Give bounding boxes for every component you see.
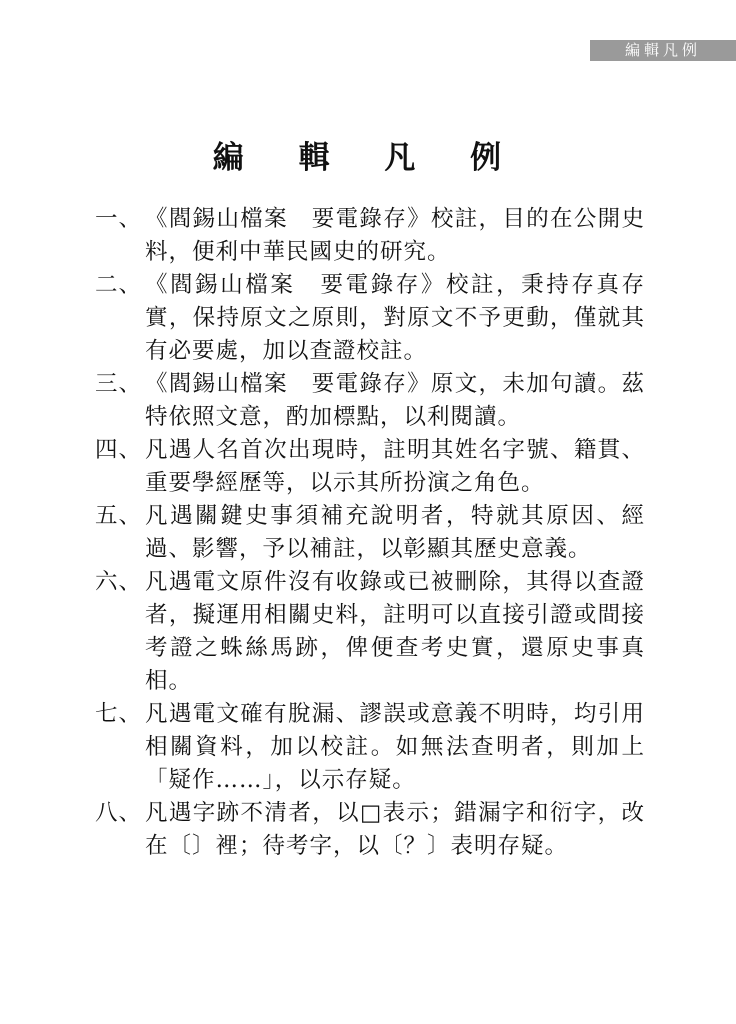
rule-text: 凡遇電文確有脫漏、謬誤或意義不明時，均引用相關資料，加以校註。如無法查明者，則加上「疑作……」，以示存疑。 — [145, 701, 645, 793]
rule-text: 凡遇電文原件沒有收錄或已被刪除，其得以查證者，擬運用相關史料，註明可以直接引證或間接考證之蛛絲馬跡，俾便查考史實，還原史事真相。 — [145, 569, 645, 694]
rule-text: 《閻錫山檔案 要電錄存》校註，目的在公開史料，便利中華民國史的研究。 — [145, 206, 645, 265]
rule-text: 《閻錫山檔案 要電錄存》原文，未加句讀。茲特依照文意，酌加標點，以利閱讀。 — [145, 371, 645, 430]
rule-item — [95, 368, 645, 434]
rule-number: 六、 — [95, 569, 143, 595]
rule-item — [95, 269, 645, 368]
rule-item — [95, 500, 645, 566]
rule-text: 《閻錫山檔案 要電錄存》校註，秉持存真存實，保持原文之原則，對原文不予更動，僅就其有必要處，加以查證校註。 — [145, 272, 645, 364]
rule-text: 凡遇人名首次出現時，註明其姓名字號、籍貫、重要學經歷等，以示其所扮演之角色。 — [145, 437, 645, 496]
rule-item — [95, 203, 645, 269]
rule-text: 凡遇字跡不清者，以□表示；錯漏字和衍字，改在〔〕裡；待考字，以〔？〕表明存疑。 — [145, 800, 645, 859]
rule-item — [95, 434, 645, 500]
rule-item — [95, 698, 645, 797]
rule-number: 五、 — [95, 503, 143, 529]
rule-number: 三、 — [95, 371, 143, 397]
rule-item — [95, 566, 645, 698]
section-header-tab: 編輯凡例 — [590, 40, 736, 61]
rule-number: 七、 — [95, 701, 143, 727]
rule-number: 四、 — [95, 437, 143, 463]
rule-number: 一、 — [95, 206, 143, 232]
editorial-rules-list — [95, 203, 645, 863]
rule-number: 二、 — [95, 272, 143, 298]
rule-item — [95, 797, 645, 863]
rule-text: 凡遇關鍵史事須補充說明者，特就其原因、經過、影響，予以補註，以彰顯其歷史意義。 — [145, 503, 645, 562]
page-title: 編 輯 凡 例 — [212, 140, 524, 176]
rule-number: 八、 — [95, 800, 143, 826]
